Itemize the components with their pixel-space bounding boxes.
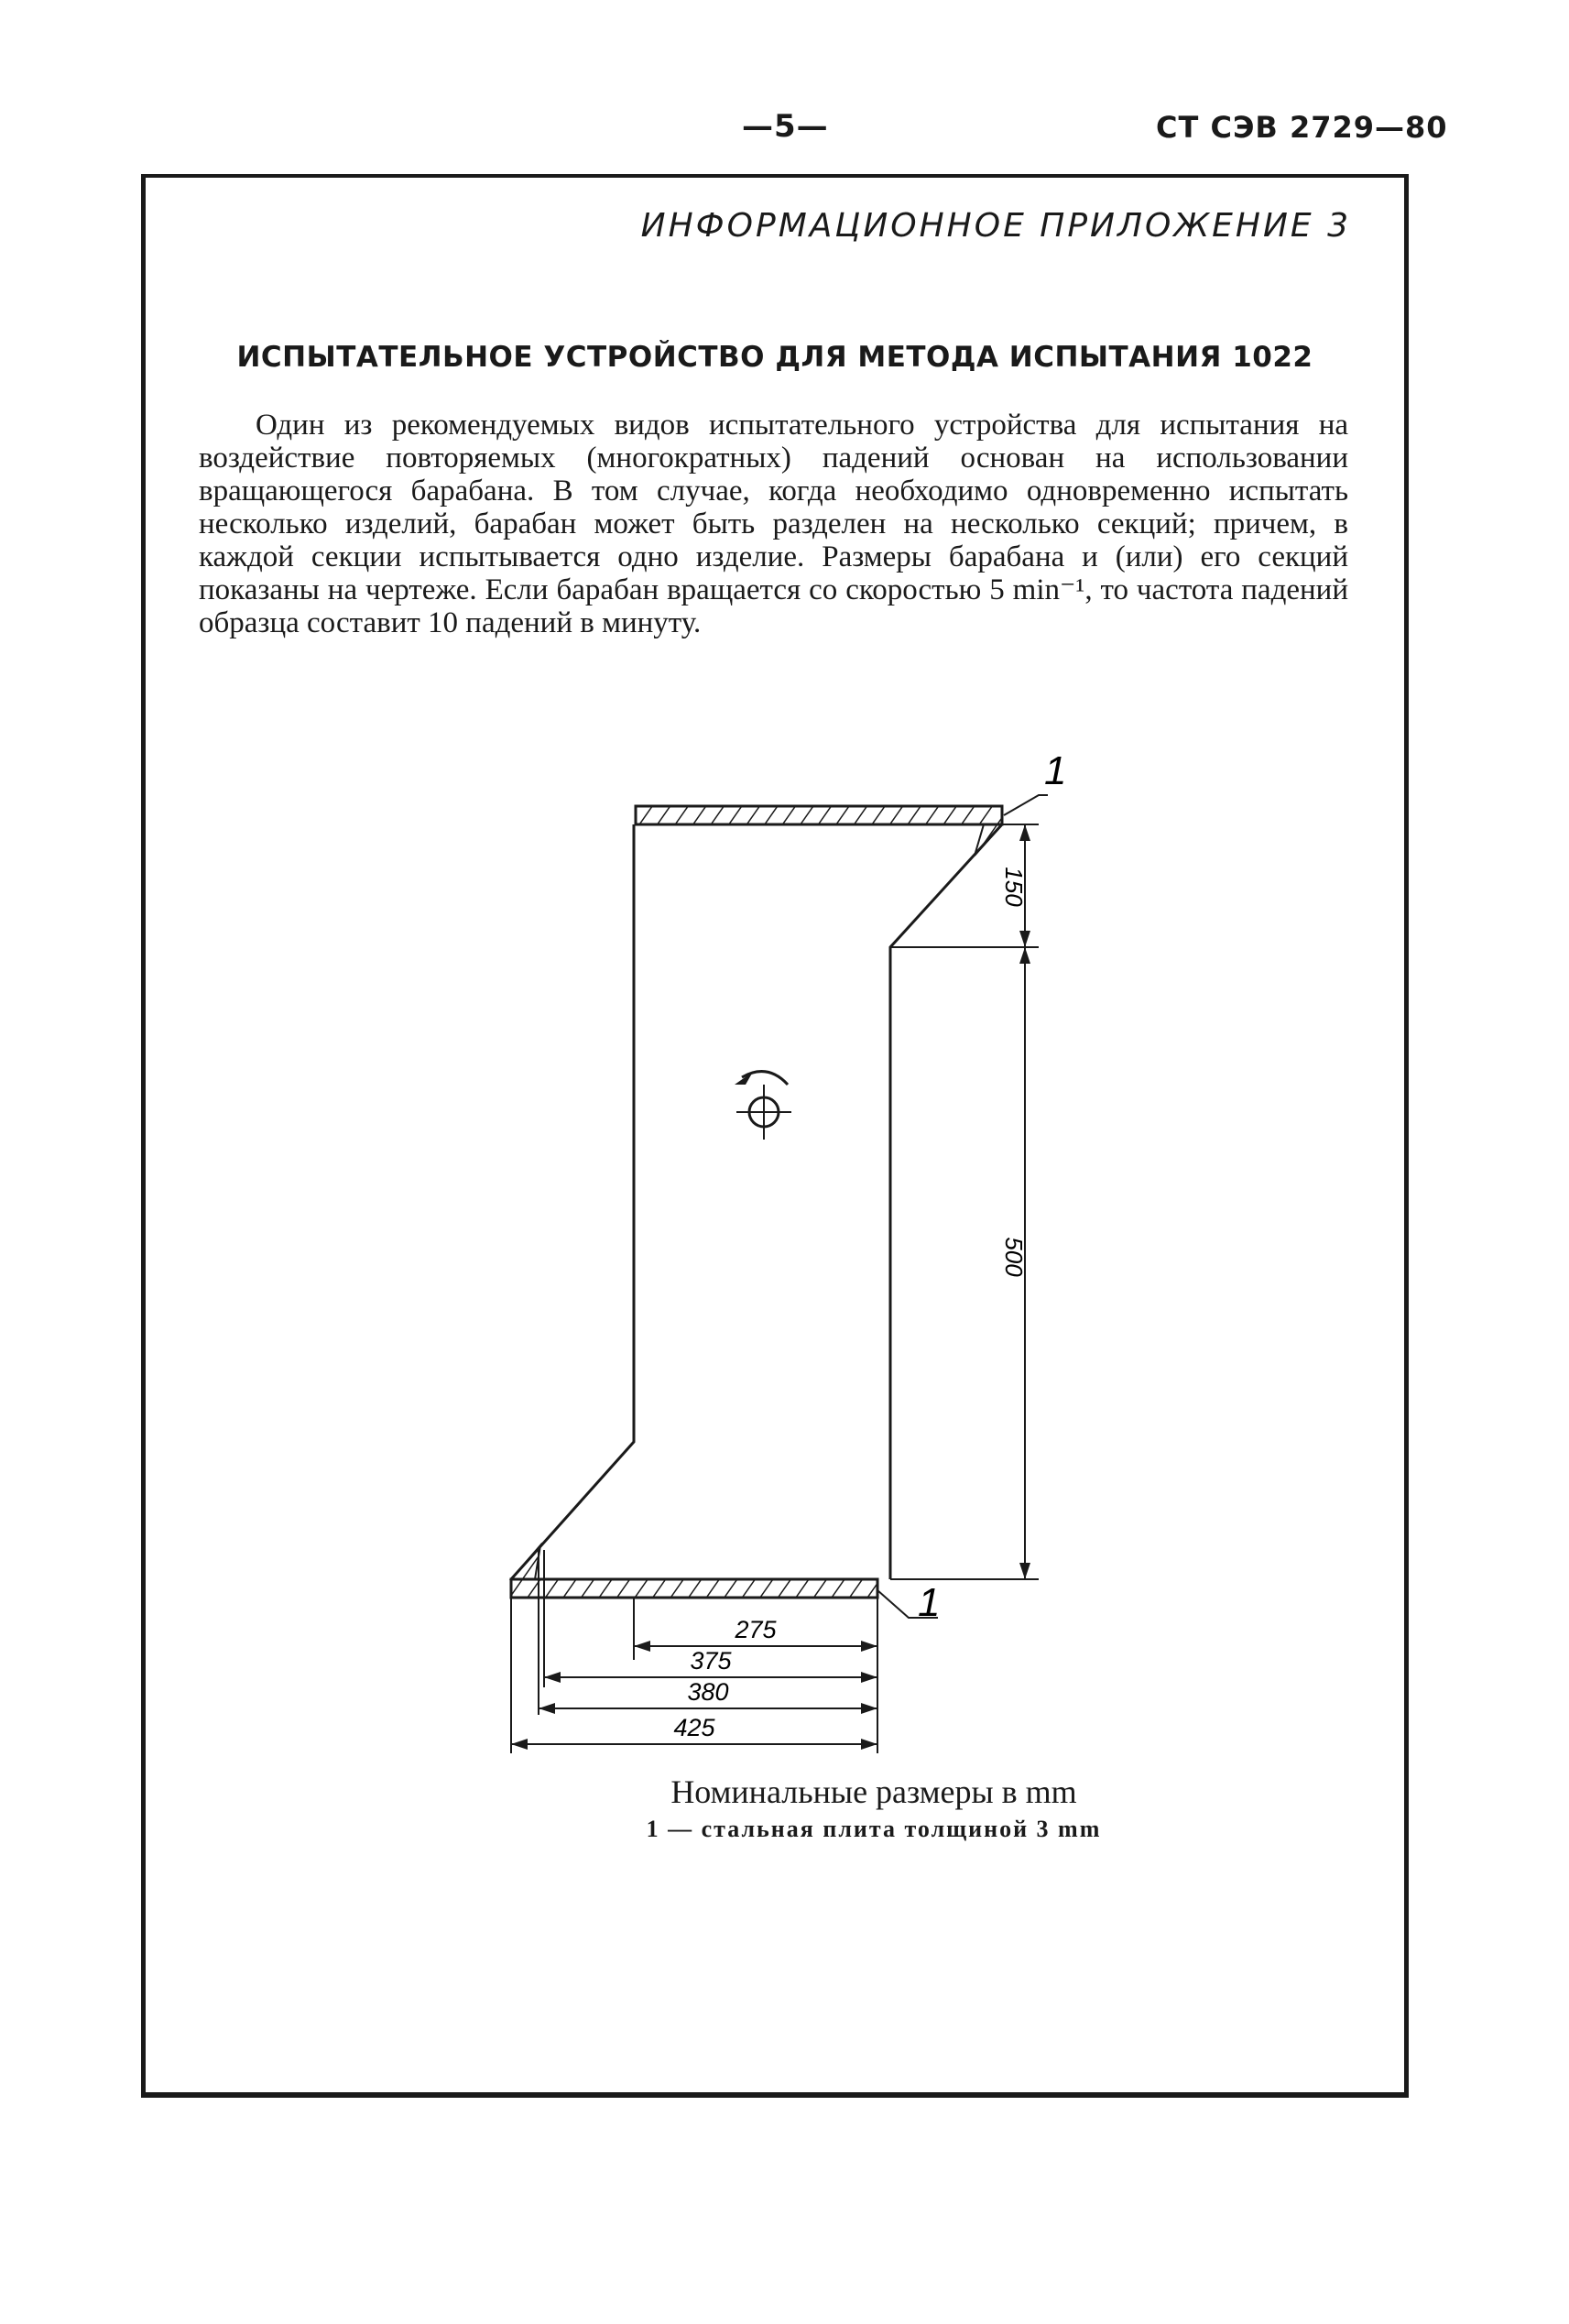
dim-150-arrow-top	[1019, 824, 1030, 841]
weld-top	[975, 824, 1002, 856]
page-number: —5—	[742, 108, 829, 145]
bottom-steel-plate	[511, 1579, 877, 1598]
dim-425-label: 425	[673, 1714, 715, 1741]
callout-top-leader	[1004, 795, 1048, 815]
dim-500-arrow-bottom	[1019, 1563, 1030, 1579]
dim-500-arrow-top	[1019, 947, 1030, 964]
dim-425-arrow-right	[861, 1739, 877, 1750]
dim-375-label: 375	[690, 1647, 732, 1675]
dim-380-arrow-right	[861, 1703, 877, 1714]
top-steel-plate	[636, 806, 1002, 824]
callout-top-label: 1	[1044, 748, 1067, 793]
appendix-label: ИНФОРМАЦИОННОЕ ПРИЛОЖЕНИЕ 3	[640, 207, 1351, 245]
dim-375-arrow-right	[861, 1672, 877, 1683]
weld-bottom	[511, 1545, 540, 1579]
page-frame	[141, 174, 1409, 2098]
drum-outline-right	[890, 824, 1002, 1579]
dim-275-arrow-right	[861, 1641, 877, 1652]
figure-note: 1 — стальная плита толщиной 3 mm	[646, 1816, 1102, 1842]
dim-375-arrow-left	[544, 1672, 561, 1683]
dim-500-label: 500	[1000, 1237, 1028, 1277]
body-paragraph: Один из рекомендуемых видов испытательного устройства для испытания на воздействие повторяемых (многократных) падений основан на использовании вращающегося барабана. В том случае, когда необходимо одновременно испытать несколько изделий, барабан может быть разделен на несколько секций; причем, в каждой секции испытывается одно изделие. Размеры барабана и (или) его секций показаны на чертеже. Если барабан вращается со скоростью 5 min⁻¹, то частота падений образца составит 10 падений в минуту.	[199, 409, 1348, 639]
document-code: СТ СЭВ 2729—80	[1156, 110, 1448, 145]
dim-380-label: 380	[687, 1678, 729, 1706]
dim-275-label: 275	[735, 1616, 777, 1643]
dim-425-arrow-left	[511, 1739, 528, 1750]
dim-275-arrow-left	[634, 1641, 650, 1652]
dim-150-label: 150	[1000, 867, 1028, 907]
callout-bottom-label: 1	[918, 1580, 941, 1625]
dim-150-arrow-bottom	[1019, 931, 1030, 947]
drum-outline-left	[511, 824, 634, 1579]
drum-drawing-svg	[498, 744, 1249, 1770]
drum-drawing	[498, 744, 1249, 1953]
figure-caption: Номинальные размеры в mm	[670, 1773, 1077, 1810]
dim-380-arrow-left	[539, 1703, 555, 1714]
section-title: ИСПЫТАТЕЛЬНОЕ УСТРОЙСТВО ДЛЯ МЕТОДА ИСПЫТАНИЯ 1022	[236, 341, 1313, 374]
